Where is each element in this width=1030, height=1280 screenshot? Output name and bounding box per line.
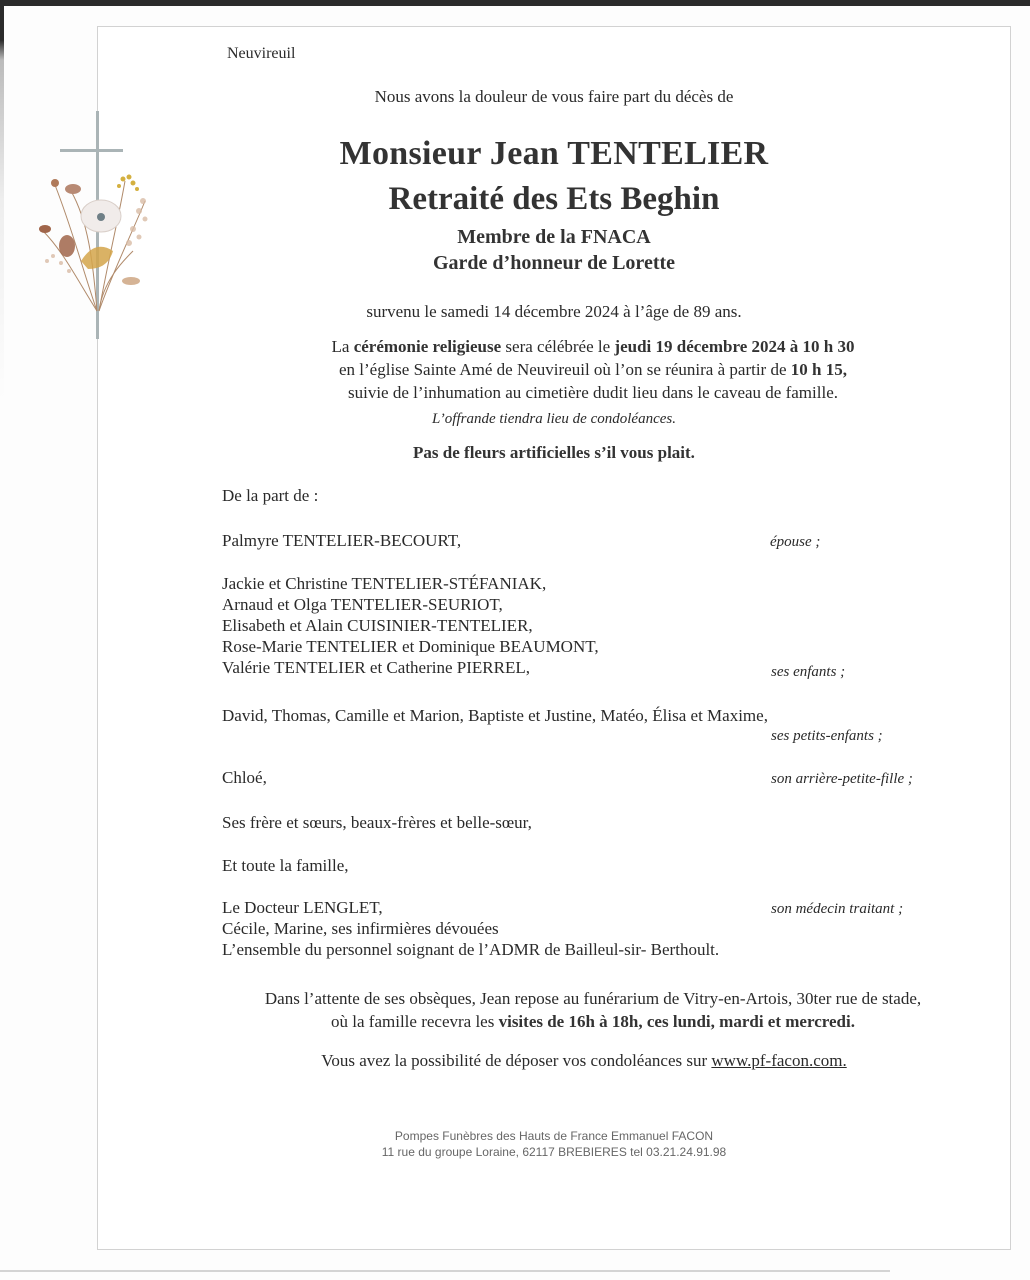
- obituary-page: [97, 26, 1011, 1250]
- scan-edge-left: [0, 0, 4, 1280]
- scan-edge-top: [0, 0, 1030, 6]
- child-entry: Arnaud et Olga TENTELIER-SEURIOT,: [222, 595, 503, 614]
- affiliation-fnaca: Membre de la FNACA: [457, 226, 651, 248]
- town-name: Neuvireuil: [227, 45, 296, 62]
- condolences-text: Vous avez la possibilité de déposer vos condoléances sur: [321, 1051, 712, 1070]
- affiliation-lorette: Garde d’honneur de Lorette: [432, 252, 676, 274]
- ceremony-datetime: jeudi 19 décembre 2024 à 10 h 30: [614, 337, 855, 356]
- occupation: Retraité des Ets Beghin: [388, 181, 720, 217]
- wake-line-2: [218, 1010, 968, 1033]
- death-notice: survenu le samedi 14 décembre 2024 à l’âge de 89 ans.: [366, 302, 742, 321]
- child-entry: Elisabeth et Alain CUISINIER-TENTELIER,: [222, 616, 533, 635]
- child-entry: Rose-Marie TENTELIER et Dominique BEAUMONT,: [222, 637, 599, 656]
- child-entry: Valérie TENTELIER et Catherine PIERREL,: [222, 658, 530, 677]
- wake-details: [218, 987, 968, 1033]
- intro-text: Nous avons la douleur de vous faire part du décès de: [374, 87, 734, 106]
- doctor-role: son médecin traitant ;: [771, 901, 904, 917]
- children-list: [222, 573, 599, 678]
- wake-line-1: Dans l’attente de ses obsèques, Jean repose au funérarium de Vitry-en-Artois, 30ter rue de stade,: [264, 989, 922, 1008]
- funeral-home-address: 11 rue du groupe Loraine, 62117 BREBIERES tel 03.21.24.91.98: [381, 1145, 727, 1159]
- offering-note: L’offrande tiendra lieu de condoléances.: [432, 411, 676, 427]
- grandchildren-role: ses petits-enfants ;: [771, 728, 883, 744]
- great-grandchild-role: son arrière-petite-fille ;: [771, 771, 913, 787]
- family-line: Et toute la famille,: [222, 856, 349, 875]
- grandchildren-names: David, Thomas, Camille et Marion, Baptiste et Justine, Matéo, Élisa et Maxime,: [222, 706, 768, 725]
- scan-edge-bottom: [0, 1270, 890, 1272]
- children-role: ses enfants ;: [771, 664, 846, 680]
- ceremony-text: sera célébrée le: [501, 337, 615, 356]
- ceremony-line-2: [218, 358, 968, 381]
- from-label: De la part de :: [222, 486, 319, 505]
- spouse-role: épouse ;: [770, 534, 821, 550]
- deceased-name: Monsieur Jean TENTELIER: [339, 135, 769, 172]
- funeral-home-name: Pompes Funèbres des Hauts de France Emmanuel FACON: [394, 1129, 714, 1143]
- ceremony-text: La: [331, 337, 354, 356]
- ceremony-details: [218, 335, 968, 404]
- visiting-hours: visites de 16h à 18h, ces lundi, mardi et mercredi.: [498, 1012, 855, 1031]
- siblings-line: Ses frère et sœurs, beaux-frères et belle-sœur,: [222, 813, 532, 832]
- ceremony-line-3: suivie de l’inhumation au cimetière dudit lieu dans le caveau de famille.: [348, 383, 838, 402]
- no-flowers-note: Pas de fleurs artificielles s’il vous plait.: [413, 443, 695, 462]
- doctor-name: Le Docteur LENGLET,: [222, 898, 383, 917]
- care-staff-line: L’ensemble du personnel soignant de l’ADMR de Bailleul-sir- Berthoult.: [222, 940, 720, 959]
- wake-text: où la famille recevra les: [331, 1012, 499, 1031]
- gathering-time: 10 h 15,: [790, 360, 847, 379]
- nurses-line: Cécile, Marine, ses infirmières dévouées: [222, 919, 499, 938]
- ceremony-line-1: [218, 335, 968, 358]
- spouse-name: Palmyre TENTELIER-BECOURT,: [222, 531, 462, 550]
- ceremony-text: en l’église Sainte Amé de Neuvireuil où l’on se réunira à partir de: [339, 360, 791, 379]
- funeral-home-website-link[interactable]: www.pf-facon.com.: [711, 1051, 847, 1070]
- great-grandchild-name: Chloé,: [222, 768, 267, 787]
- child-entry: Jackie et Christine TENTELIER-STÉFANIAK,: [222, 574, 547, 593]
- ceremony-type: cérémonie religieuse: [353, 337, 502, 356]
- condolences-line: [98, 1051, 1010, 1071]
